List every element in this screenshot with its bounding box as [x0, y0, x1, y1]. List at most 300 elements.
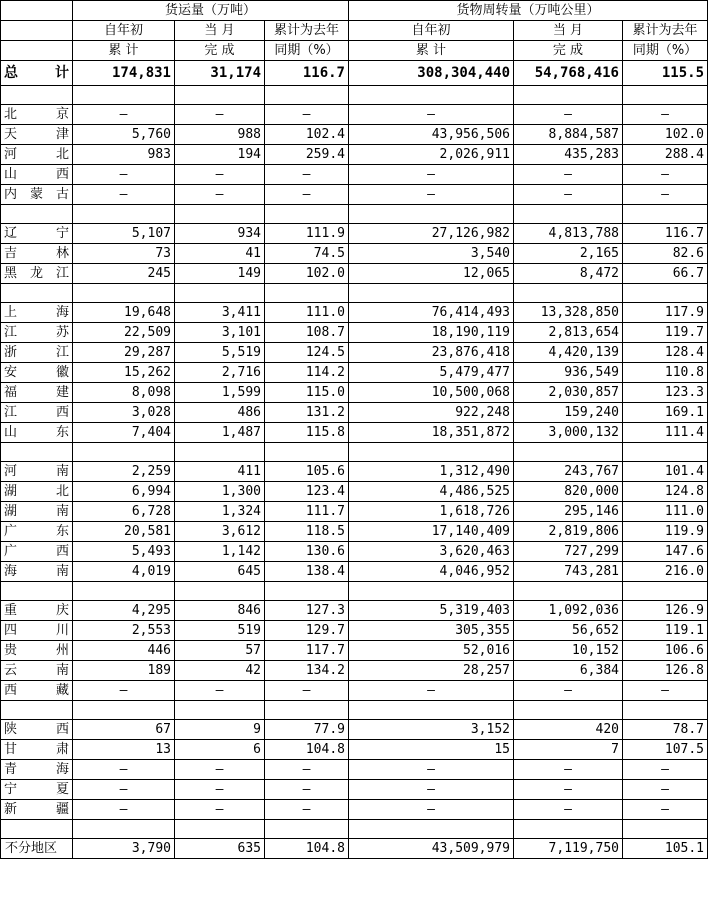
- cell-vol-pct: 108.7: [265, 323, 349, 343]
- region-name: 辽宁: [1, 224, 73, 244]
- header-row-group: [1, 1, 708, 21]
- spacer-cell: [349, 582, 514, 601]
- cell-turn-ytd: –: [349, 185, 514, 205]
- header-turn-ytd-line1: 自年初: [349, 21, 514, 41]
- cell-turn-pct: 147.6: [623, 542, 708, 562]
- cell-vol-pct: 102.0: [265, 264, 349, 284]
- spacer-cell: [1, 443, 73, 462]
- table-row: [1, 224, 708, 244]
- cell-vol-month: –: [175, 681, 265, 701]
- spacer-cell: [175, 86, 265, 105]
- spacer-cell: [265, 582, 349, 601]
- region-name: 广东: [1, 522, 73, 542]
- cell-turn-ytd: 27,126,982: [349, 224, 514, 244]
- total-label: 总 计: [1, 61, 73, 86]
- cell-turn-pct: 119.9: [623, 522, 708, 542]
- cell-vol-pct: 111.0: [265, 303, 349, 323]
- cell-turn-pct: 126.8: [623, 661, 708, 681]
- cell-turn-pct: 106.6: [623, 641, 708, 661]
- spacer-cell: [514, 284, 623, 303]
- cell-turn-ytd: 305,355: [349, 621, 514, 641]
- table-row: [1, 601, 708, 621]
- region-name: 北京: [1, 105, 73, 125]
- cell-vol-ytd: –: [73, 185, 175, 205]
- cell-turn-pct: 117.9: [623, 303, 708, 323]
- table-row: [1, 800, 708, 820]
- cell-vol-month: –: [175, 105, 265, 125]
- cell-vol-month: 486: [175, 403, 265, 423]
- cell-turn-ytd: 4,486,525: [349, 482, 514, 502]
- cell-turn-ytd: –: [349, 165, 514, 185]
- cell-turn-month: 435,283: [514, 145, 623, 165]
- cell-turn-ytd: 28,257: [349, 661, 514, 681]
- cell-turn-pct: 119.1: [623, 621, 708, 641]
- cell-vol-month: 645: [175, 562, 265, 582]
- spacer-cell: [265, 701, 349, 720]
- cell-turn-month: 159,240: [514, 403, 623, 423]
- cell-turn-pct: 111.0: [623, 502, 708, 522]
- cell-vol-month: 635: [175, 839, 265, 859]
- table-row: [1, 780, 708, 800]
- cell-vol-ytd: 4,019: [73, 562, 175, 582]
- cell-vol-pct: 77.9: [265, 720, 349, 740]
- cell-vol-ytd: 5,107: [73, 224, 175, 244]
- table-row: [1, 542, 708, 562]
- cell-turn-month: 6,384: [514, 661, 623, 681]
- cell-turn-ytd: 3,620,463: [349, 542, 514, 562]
- cell-vol-pct: –: [265, 105, 349, 125]
- table-row: [1, 145, 708, 165]
- spacer-cell: [349, 701, 514, 720]
- cell-turn-pct: 101.4: [623, 462, 708, 482]
- spacer-cell: [514, 582, 623, 601]
- table-row: [1, 681, 708, 701]
- cell-turn-month: –: [514, 681, 623, 701]
- spacer-cell: [265, 86, 349, 105]
- cell-turn-pct: 105.1: [623, 839, 708, 859]
- spacer-cell: [1, 205, 73, 224]
- cell-turn-pct: 124.8: [623, 482, 708, 502]
- cell-vol-month: –: [175, 760, 265, 780]
- cell-vol-month: –: [175, 165, 265, 185]
- cell-turn-ytd: 3,152: [349, 720, 514, 740]
- spacer-cell: [175, 443, 265, 462]
- header-vol-pct-line1: 累计为去年: [265, 21, 349, 41]
- cell-vol-pct: 111.7: [265, 502, 349, 522]
- table-row: [1, 641, 708, 661]
- cell-vol-ytd: 8,098: [73, 383, 175, 403]
- table-row: [1, 522, 708, 542]
- cell-vol-pct: 123.4: [265, 482, 349, 502]
- table-row: [1, 125, 708, 145]
- cell-turn-month: –: [514, 780, 623, 800]
- total-vol-pct: 116.7: [265, 61, 349, 86]
- spacer-cell: [1, 701, 73, 720]
- cell-turn-month: –: [514, 800, 623, 820]
- spacer-cell: [1, 582, 73, 601]
- cell-turn-ytd: 10,500,068: [349, 383, 514, 403]
- cell-vol-month: 2,716: [175, 363, 265, 383]
- cell-vol-ytd: 6,994: [73, 482, 175, 502]
- total-turn-month: 54,768,416: [514, 61, 623, 86]
- cell-turn-pct: 111.4: [623, 423, 708, 443]
- cell-turn-pct: –: [623, 105, 708, 125]
- region-name: 西藏: [1, 681, 73, 701]
- spacer-cell: [175, 205, 265, 224]
- cell-turn-pct: 66.7: [623, 264, 708, 284]
- table-row: [1, 383, 708, 403]
- cell-turn-ytd: 43,509,979: [349, 839, 514, 859]
- table-row: [1, 323, 708, 343]
- cell-vol-ytd: –: [73, 105, 175, 125]
- cell-turn-pct: –: [623, 185, 708, 205]
- cell-turn-pct: 78.7: [623, 720, 708, 740]
- spacer-cell: [349, 205, 514, 224]
- region-name: 重庆: [1, 601, 73, 621]
- cell-turn-ytd: –: [349, 800, 514, 820]
- spacer-cell: [514, 86, 623, 105]
- table-row: [1, 244, 708, 264]
- spacer-cell: [349, 443, 514, 462]
- region-name: 安徽: [1, 363, 73, 383]
- table-row: [1, 403, 708, 423]
- cell-turn-month: 2,030,857: [514, 383, 623, 403]
- region-name: 海南: [1, 562, 73, 582]
- cell-turn-ytd: –: [349, 681, 514, 701]
- cell-vol-pct: 104.8: [265, 740, 349, 760]
- cell-vol-pct: –: [265, 681, 349, 701]
- spacer-cell: [623, 86, 708, 105]
- cell-vol-month: 5,519: [175, 343, 265, 363]
- spacer-row: [1, 701, 708, 720]
- total-turn-pct: 115.5: [623, 61, 708, 86]
- cell-turn-ytd: 12,065: [349, 264, 514, 284]
- cell-vol-ytd: 19,648: [73, 303, 175, 323]
- cell-vol-ytd: 245: [73, 264, 175, 284]
- cell-turn-pct: 119.7: [623, 323, 708, 343]
- spacer-cell: [1, 86, 73, 105]
- header-vol-month-line2: 完 成: [175, 41, 265, 61]
- region-name: 浙江: [1, 343, 73, 363]
- cell-vol-month: 1,142: [175, 542, 265, 562]
- cell-turn-ytd: 52,016: [349, 641, 514, 661]
- spacer-cell: [1, 284, 73, 303]
- cell-turn-month: 13,328,850: [514, 303, 623, 323]
- cell-vol-ytd: –: [73, 780, 175, 800]
- cell-vol-month: 1,487: [175, 423, 265, 443]
- spacer-cell: [1, 820, 73, 839]
- cell-vol-ytd: –: [73, 165, 175, 185]
- cell-vol-month: 988: [175, 125, 265, 145]
- cell-vol-ytd: 189: [73, 661, 175, 681]
- cell-turn-ytd: 17,140,409: [349, 522, 514, 542]
- spacer-cell: [265, 205, 349, 224]
- cell-turn-ytd: –: [349, 760, 514, 780]
- cell-turn-month: 820,000: [514, 482, 623, 502]
- region-name: 山西: [1, 165, 73, 185]
- cell-vol-month: 6: [175, 740, 265, 760]
- cell-vol-pct: 131.2: [265, 403, 349, 423]
- spacer-cell: [265, 820, 349, 839]
- cell-turn-pct: 126.9: [623, 601, 708, 621]
- cell-vol-ytd: 29,287: [73, 343, 175, 363]
- cell-turn-month: 8,884,587: [514, 125, 623, 145]
- header-freight-volume: 货运量（万吨）: [73, 1, 349, 21]
- spacer-cell: [73, 284, 175, 303]
- cell-turn-month: –: [514, 165, 623, 185]
- cell-vol-month: 411: [175, 462, 265, 482]
- cell-turn-ytd: 2,026,911: [349, 145, 514, 165]
- cell-turn-pct: –: [623, 681, 708, 701]
- cell-vol-pct: 102.4: [265, 125, 349, 145]
- region-name: 四川: [1, 621, 73, 641]
- cell-turn-pct: –: [623, 780, 708, 800]
- spacer-row: [1, 820, 708, 839]
- spacer-cell: [73, 205, 175, 224]
- spacer-cell: [623, 582, 708, 601]
- cell-vol-month: –: [175, 780, 265, 800]
- spacer-cell: [73, 443, 175, 462]
- cell-turn-ytd: 18,190,119: [349, 323, 514, 343]
- cell-turn-pct: 216.0: [623, 562, 708, 582]
- cell-vol-pct: 111.9: [265, 224, 349, 244]
- spacer-cell: [623, 443, 708, 462]
- spacer-cell: [175, 284, 265, 303]
- cell-vol-month: –: [175, 800, 265, 820]
- cell-turn-pct: 102.0: [623, 125, 708, 145]
- cell-turn-month: 3,000,132: [514, 423, 623, 443]
- table-row: [1, 363, 708, 383]
- cell-turn-ytd: 18,351,872: [349, 423, 514, 443]
- region-name: 陕西: [1, 720, 73, 740]
- cell-vol-pct: 127.3: [265, 601, 349, 621]
- region-name: 宁夏: [1, 780, 73, 800]
- region-name: 江西: [1, 403, 73, 423]
- spacer-cell: [514, 443, 623, 462]
- cell-vol-month: 1,599: [175, 383, 265, 403]
- region-name: 黑龙江: [1, 264, 73, 284]
- cell-vol-pct: 138.4: [265, 562, 349, 582]
- cell-turn-month: 295,146: [514, 502, 623, 522]
- spacer-row: [1, 582, 708, 601]
- cell-turn-month: 7: [514, 740, 623, 760]
- cell-vol-month: 9: [175, 720, 265, 740]
- cell-vol-ytd: 3,028: [73, 403, 175, 423]
- cell-turn-ytd: 1,618,726: [349, 502, 514, 522]
- cell-vol-ytd: 446: [73, 641, 175, 661]
- cell-turn-pct: 128.4: [623, 343, 708, 363]
- cell-vol-month: 519: [175, 621, 265, 641]
- cell-turn-ytd: 1,312,490: [349, 462, 514, 482]
- spacer-cell: [265, 284, 349, 303]
- cell-turn-month: –: [514, 185, 623, 205]
- cell-vol-pct: 118.5: [265, 522, 349, 542]
- cell-turn-month: 56,652: [514, 621, 623, 641]
- spacer-cell: [175, 582, 265, 601]
- cell-vol-month: 3,411: [175, 303, 265, 323]
- cell-turn-month: 2,165: [514, 244, 623, 264]
- region-name: 山东: [1, 423, 73, 443]
- spacer-cell: [175, 820, 265, 839]
- cell-vol-pct: 115.0: [265, 383, 349, 403]
- cell-turn-pct: 288.4: [623, 145, 708, 165]
- cell-vol-ytd: 5,493: [73, 542, 175, 562]
- cell-turn-pct: 110.8: [623, 363, 708, 383]
- region-name: 不分地区: [1, 839, 73, 859]
- cell-turn-ytd: 5,319,403: [349, 601, 514, 621]
- header-vol-pct-line2: 同期（%）: [265, 41, 349, 61]
- total-row: [1, 61, 708, 86]
- region-name: 天津: [1, 125, 73, 145]
- table-row: [1, 562, 708, 582]
- region-name: 湖南: [1, 502, 73, 522]
- header-freight-turnover: 货物周转量（万吨公里）: [349, 1, 708, 21]
- table-row: [1, 740, 708, 760]
- cell-turn-month: –: [514, 760, 623, 780]
- cell-turn-pct: –: [623, 800, 708, 820]
- cell-turn-month: 7,119,750: [514, 839, 623, 859]
- header-turn-pct-line1: 累计为去年: [623, 21, 708, 41]
- cell-vol-ytd: –: [73, 800, 175, 820]
- cell-vol-ytd: 73: [73, 244, 175, 264]
- spacer-cell: [349, 284, 514, 303]
- spacer-row: [1, 86, 708, 105]
- region-name: 内蒙古: [1, 185, 73, 205]
- cell-vol-ytd: 6,728: [73, 502, 175, 522]
- cell-turn-month: 8,472: [514, 264, 623, 284]
- cell-vol-month: 3,101: [175, 323, 265, 343]
- cell-vol-ytd: –: [73, 760, 175, 780]
- region-name: 江苏: [1, 323, 73, 343]
- region-name: 河南: [1, 462, 73, 482]
- cell-turn-month: –: [514, 105, 623, 125]
- cell-turn-month: 4,813,788: [514, 224, 623, 244]
- cell-vol-pct: 134.2: [265, 661, 349, 681]
- spacer-cell: [73, 582, 175, 601]
- header-turn-ytd-line2: 累 计: [349, 41, 514, 61]
- cell-turn-month: 2,819,806: [514, 522, 623, 542]
- spacer-cell: [623, 701, 708, 720]
- cell-turn-ytd: 23,876,418: [349, 343, 514, 363]
- cell-turn-ytd: 3,540: [349, 244, 514, 264]
- cell-turn-ytd: –: [349, 780, 514, 800]
- header-vol-ytd-line2: 累 计: [73, 41, 175, 61]
- region-name: 甘肃: [1, 740, 73, 760]
- cell-vol-month: 41: [175, 244, 265, 264]
- header-corner-cell: [1, 41, 73, 61]
- cell-vol-pct: –: [265, 185, 349, 205]
- cell-vol-pct: 105.6: [265, 462, 349, 482]
- spacer-cell: [514, 701, 623, 720]
- region-name: 上海: [1, 303, 73, 323]
- cell-turn-ytd: 15: [349, 740, 514, 760]
- region-name: 云南: [1, 661, 73, 681]
- cell-vol-pct: 114.2: [265, 363, 349, 383]
- spacer-cell: [514, 820, 623, 839]
- cell-vol-pct: 129.7: [265, 621, 349, 641]
- cell-turn-ytd: 76,414,493: [349, 303, 514, 323]
- header-vol-month-line1: 当 月: [175, 21, 265, 41]
- table-row: [1, 105, 708, 125]
- region-name: 新疆: [1, 800, 73, 820]
- table-row: [1, 720, 708, 740]
- cell-turn-month: 2,813,654: [514, 323, 623, 343]
- cell-turn-month: 1,092,036: [514, 601, 623, 621]
- cell-vol-pct: 115.8: [265, 423, 349, 443]
- cell-vol-ytd: 67: [73, 720, 175, 740]
- total-turn-ytd: 308,304,440: [349, 61, 514, 86]
- total-vol-ytd: 174,831: [73, 61, 175, 86]
- cell-vol-ytd: 2,259: [73, 462, 175, 482]
- cell-turn-month: 243,767: [514, 462, 623, 482]
- cell-vol-ytd: 983: [73, 145, 175, 165]
- cell-turn-pct: 107.5: [623, 740, 708, 760]
- cell-vol-pct: –: [265, 165, 349, 185]
- cell-turn-month: 10,152: [514, 641, 623, 661]
- spacer-row: [1, 205, 708, 224]
- table-row: [1, 343, 708, 363]
- region-name: 吉林: [1, 244, 73, 264]
- header-turn-month-line1: 当 月: [514, 21, 623, 41]
- cell-vol-pct: –: [265, 760, 349, 780]
- cell-vol-pct: 124.5: [265, 343, 349, 363]
- cell-vol-month: 42: [175, 661, 265, 681]
- header-row-sub2: [1, 41, 708, 61]
- header-corner-cell: [1, 21, 73, 41]
- cell-vol-pct: 117.7: [265, 641, 349, 661]
- cell-vol-pct: 104.8: [265, 839, 349, 859]
- cell-turn-pct: 82.6: [623, 244, 708, 264]
- cell-vol-month: 846: [175, 601, 265, 621]
- table-row: [1, 423, 708, 443]
- cell-turn-ytd: 4,046,952: [349, 562, 514, 582]
- cell-vol-month: 1,300: [175, 482, 265, 502]
- spacer-cell: [623, 284, 708, 303]
- spacer-cell: [175, 701, 265, 720]
- cell-vol-pct: 74.5: [265, 244, 349, 264]
- total-vol-month: 31,174: [175, 61, 265, 86]
- table-row: [1, 165, 708, 185]
- spacer-cell: [73, 86, 175, 105]
- spacer-row: [1, 284, 708, 303]
- cell-vol-ytd: 7,404: [73, 423, 175, 443]
- cell-turn-pct: 123.3: [623, 383, 708, 403]
- cell-vol-pct: 130.6: [265, 542, 349, 562]
- cell-vol-pct: –: [265, 800, 349, 820]
- cell-vol-month: 934: [175, 224, 265, 244]
- cell-vol-pct: –: [265, 780, 349, 800]
- cell-turn-pct: 116.7: [623, 224, 708, 244]
- cell-vol-ytd: 4,295: [73, 601, 175, 621]
- spacer-cell: [623, 820, 708, 839]
- cell-turn-month: 743,281: [514, 562, 623, 582]
- table-row: [1, 621, 708, 641]
- spacer-cell: [73, 701, 175, 720]
- cell-turn-month: 4,420,139: [514, 343, 623, 363]
- cell-vol-ytd: 2,553: [73, 621, 175, 641]
- spacer-cell: [349, 820, 514, 839]
- cell-vol-month: 1,324: [175, 502, 265, 522]
- table-row: [1, 482, 708, 502]
- cell-vol-month: 149: [175, 264, 265, 284]
- cell-vol-month: 3,612: [175, 522, 265, 542]
- header-turn-pct-line2: 同期（%）: [623, 41, 708, 61]
- region-name: 湖北: [1, 482, 73, 502]
- cell-vol-month: 57: [175, 641, 265, 661]
- cell-vol-ytd: 3,790: [73, 839, 175, 859]
- region-name: 青海: [1, 760, 73, 780]
- table-row: [1, 839, 708, 859]
